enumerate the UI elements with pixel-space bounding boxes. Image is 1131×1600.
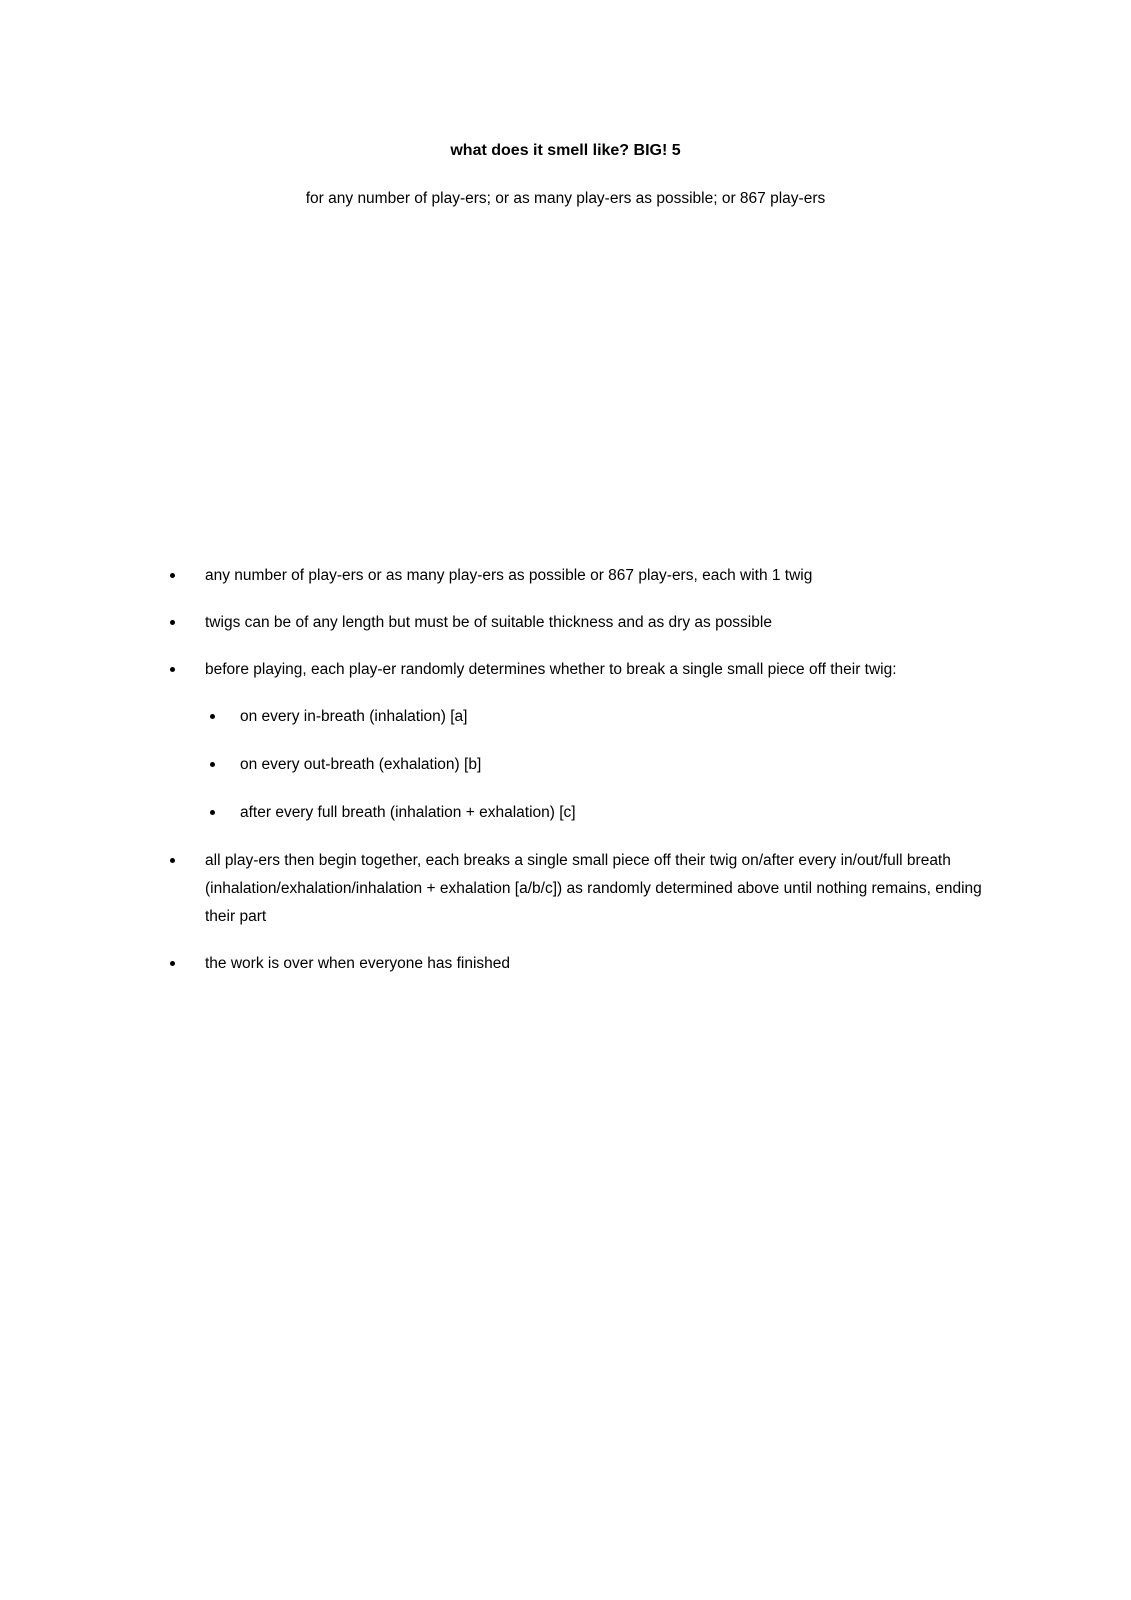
bullet-icon bbox=[170, 667, 175, 672]
sub-list-item-text: after every full breath (inhalation + exhalation) [c] bbox=[240, 804, 576, 821]
bullet-icon bbox=[210, 810, 215, 815]
sub-list-item bbox=[210, 799, 985, 827]
list-item-text: twigs can be of any length but must be of suitable thickness and as dry as possible bbox=[205, 614, 772, 631]
document-subtitle: for any number of play-ers; or as many play-ers as possible; or 867 play-ers bbox=[305, 190, 826, 207]
list-item bbox=[170, 950, 985, 978]
bullet-icon bbox=[170, 961, 175, 966]
list-item bbox=[170, 656, 985, 684]
list-item-text: before playing, each play-er randomly determines whether to break a single small piece off their twig: bbox=[205, 661, 897, 678]
bullet-icon bbox=[170, 573, 175, 578]
sub-list-item bbox=[210, 703, 985, 731]
list-item-text: the work is over when everyone has finished bbox=[205, 955, 510, 972]
sub-list-item bbox=[210, 751, 985, 779]
bullet-icon bbox=[210, 714, 215, 719]
sub-list-item-text: on every out-breath (exhalation) [b] bbox=[240, 756, 482, 773]
bullet-icon bbox=[210, 762, 215, 767]
document-title: what does it smell like? BIG! 5 bbox=[450, 142, 681, 159]
list-item-text: all play-ers then begin together, each breaks a single small piece off their twig on/after every in/out/full breath (inhalation/exhalation/inhalation + exhalation [a/b/c]) as randomly determined above until nothing remains, ending their part bbox=[205, 852, 982, 925]
list-item bbox=[170, 562, 985, 590]
list-item bbox=[170, 609, 985, 637]
bullet-icon bbox=[170, 858, 175, 863]
list-item bbox=[170, 847, 985, 931]
instruction-list bbox=[170, 562, 985, 997]
sub-list-item-text: on every in-breath (inhalation) [a] bbox=[240, 708, 468, 725]
list-item-text: any number of play-ers or as many play-ers as possible or 867 play-ers, each with 1 twig bbox=[205, 567, 813, 584]
bullet-icon bbox=[170, 620, 175, 625]
instruction-sublist bbox=[210, 703, 985, 827]
